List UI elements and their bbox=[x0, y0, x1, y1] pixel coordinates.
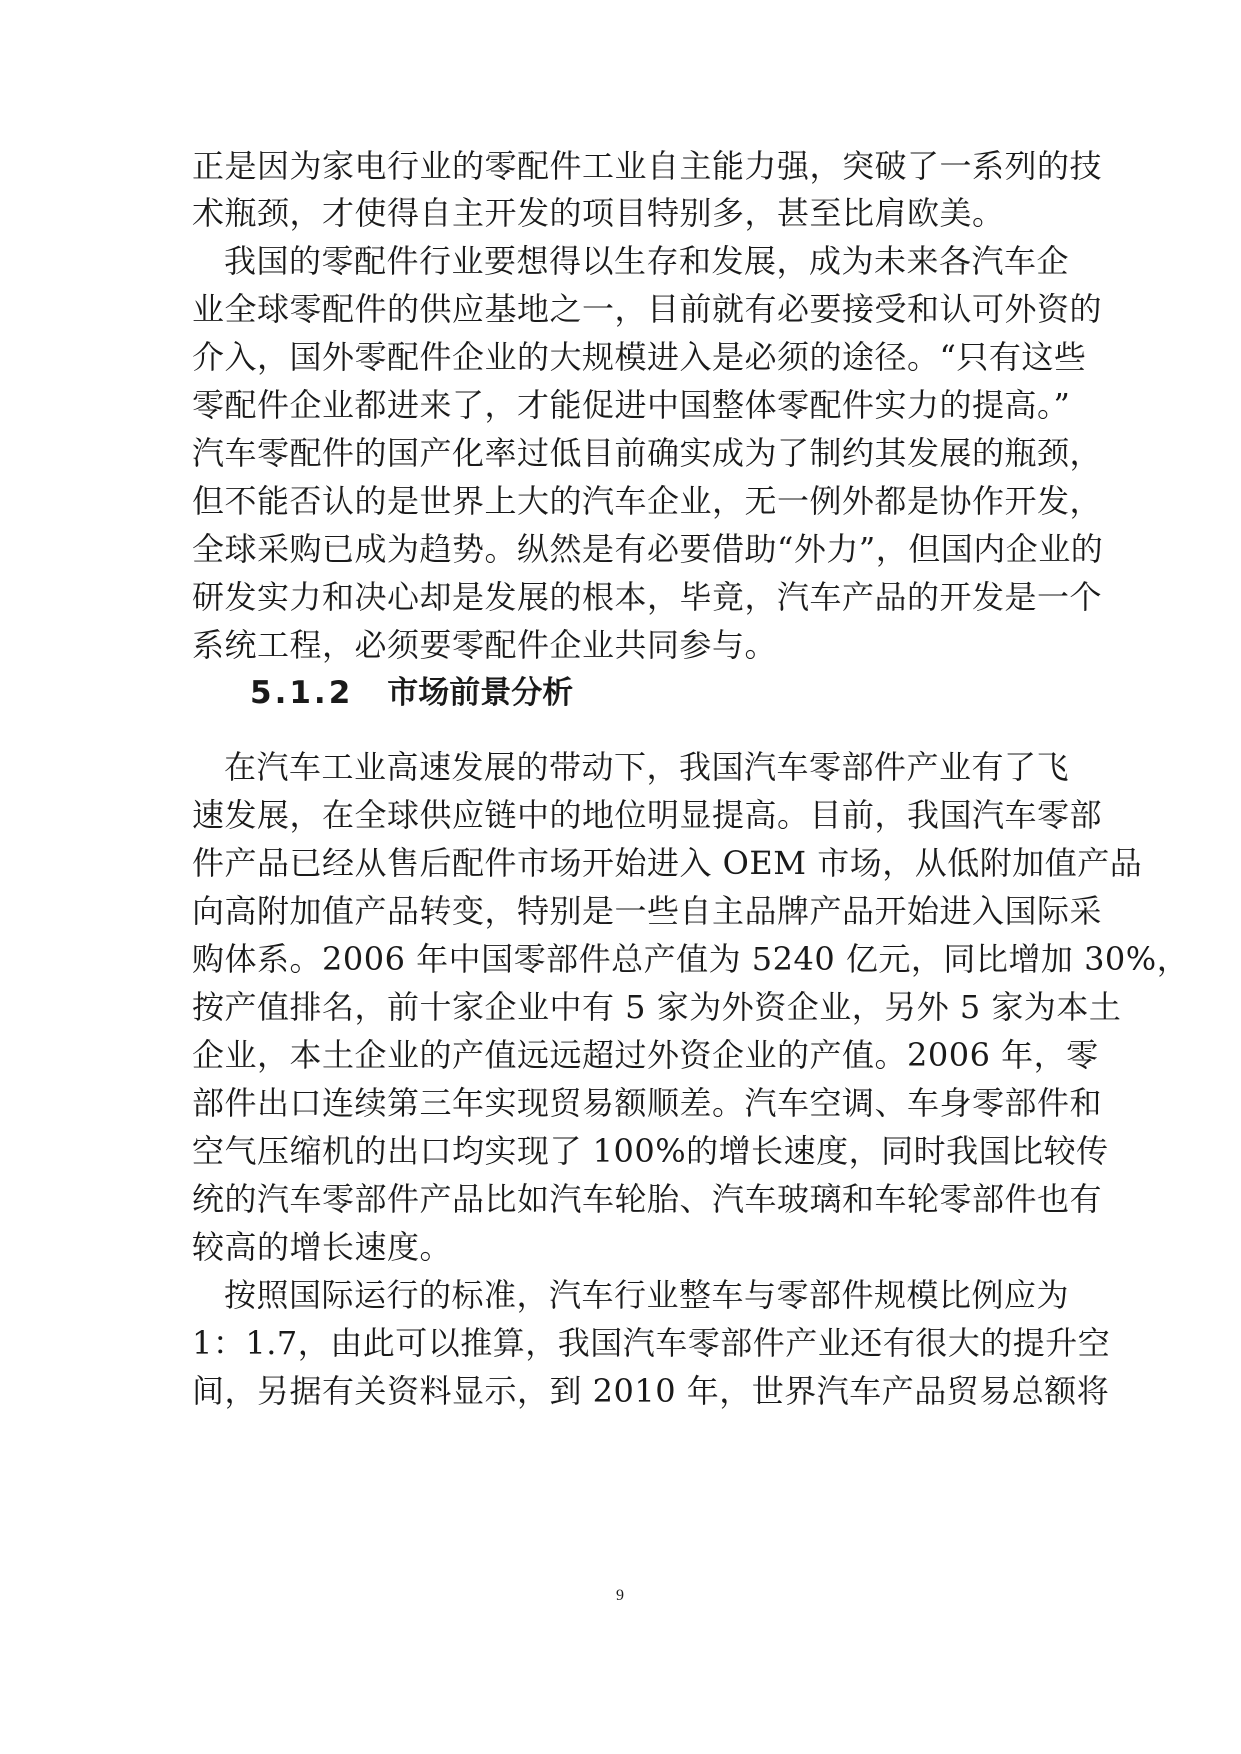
page-number: 9 bbox=[616, 1587, 624, 1604]
paragraph-2-line-4: 零配件企业都进来了，才能促进中国整体零配件实力的提高。” bbox=[192, 386, 1071, 424]
paragraph-3-line-11: 较高的增长速度。 bbox=[192, 1228, 453, 1266]
paragraph-4-line-1: 按照国际运行的标准，汽车行业整车与零部件规模比例应为 bbox=[224, 1276, 1070, 1314]
paragraph-4-line-3: 间，另据有关资料显示，到 2010 年，世界汽车产品贸易总额将 bbox=[192, 1372, 1110, 1410]
paragraph-2-line-2: 业全球零配件的供应基地之一，目前就有必要接受和认可外资的 bbox=[192, 290, 1103, 328]
paragraph-2-line-9: 系统工程，必须要零配件企业共同参与。 bbox=[192, 626, 778, 664]
paragraph-2-line-3: 介入，国外零配件企业的大规模进入是必须的途径。“只有这些 bbox=[192, 338, 1087, 376]
paragraph-2-line-8: 研发实力和决心却是发展的根本，毕竟，汽车产品的开发是一个 bbox=[192, 578, 1103, 616]
paragraph-4-line-2: 1：1.7，由此可以推算，我国汽车零部件产业还有很大的提升空 bbox=[192, 1324, 1111, 1362]
paragraph-3-line-1: 在汽车工业高速发展的带动下，我国汽车零部件产业有了飞 bbox=[224, 748, 1070, 786]
paragraph-3-line-3: 件产品已经从售后配件市场开始进入 OEM 市场，从低附加值产品 bbox=[192, 844, 1143, 882]
paragraph-2-line-1: 我国的零配件行业要想得以生存和发展，成为未来各汽车企 bbox=[224, 242, 1070, 280]
section-title: 市场前景分析 bbox=[387, 675, 574, 711]
paragraph-3-line-6: 按产值排名，前十家企业中有 5 家为外资企业，另外 5 家为本土 bbox=[192, 988, 1122, 1026]
paragraph-2-line-5: 汽车零配件的国产化率过低目前确实成为了制约其发展的瓶颈， bbox=[192, 434, 1103, 472]
paragraph-1-line-1: 正是因为家电行业的零配件工业自主能力强，突破了一系列的技 bbox=[192, 147, 1103, 185]
paragraph-3-line-10: 统的汽车零部件产品比如汽车轮胎、汽车玻璃和车轮零部件也有 bbox=[192, 1180, 1103, 1218]
section-number: 5.1.2 bbox=[250, 675, 354, 711]
paragraph-3-line-9: 空气压缩机的出口均实现了 100%的增长速度，同时我国比较传 bbox=[192, 1132, 1109, 1170]
paragraph-3-line-4: 向高附加值产品转变，特别是一些自主品牌产品开始进入国际采 bbox=[192, 892, 1103, 930]
paragraph-3-line-7: 企业，本土企业的产值远远超过外资企业的产值。2006 年，零 bbox=[192, 1036, 1099, 1074]
paragraph-2-line-6: 但不能否认的是世界上大的汽车企业，无一例外都是协作开发， bbox=[192, 482, 1103, 520]
paragraph-3-line-8: 部件出口连续第三年实现贸易额顺差。汽车空调、车身零部件和 bbox=[192, 1084, 1103, 1122]
paragraph-3-line-5: 购体系。2006 年中国零部件总产值为 5240 亿元，同比增加 30%， bbox=[192, 940, 1190, 978]
paragraph-1-line-2: 术瓶颈，才使得自主开发的项目特别多，甚至比肩欧美。 bbox=[192, 194, 1005, 232]
section-heading bbox=[250, 673, 573, 713]
paragraph-3-line-2: 速发展，在全球供应链中的地位明显提高。目前，我国汽车零部 bbox=[192, 796, 1103, 834]
paragraph-2-line-7: 全球采购已成为趋势。纵然是有必要借助“外力”，但国内企业的 bbox=[192, 530, 1104, 568]
